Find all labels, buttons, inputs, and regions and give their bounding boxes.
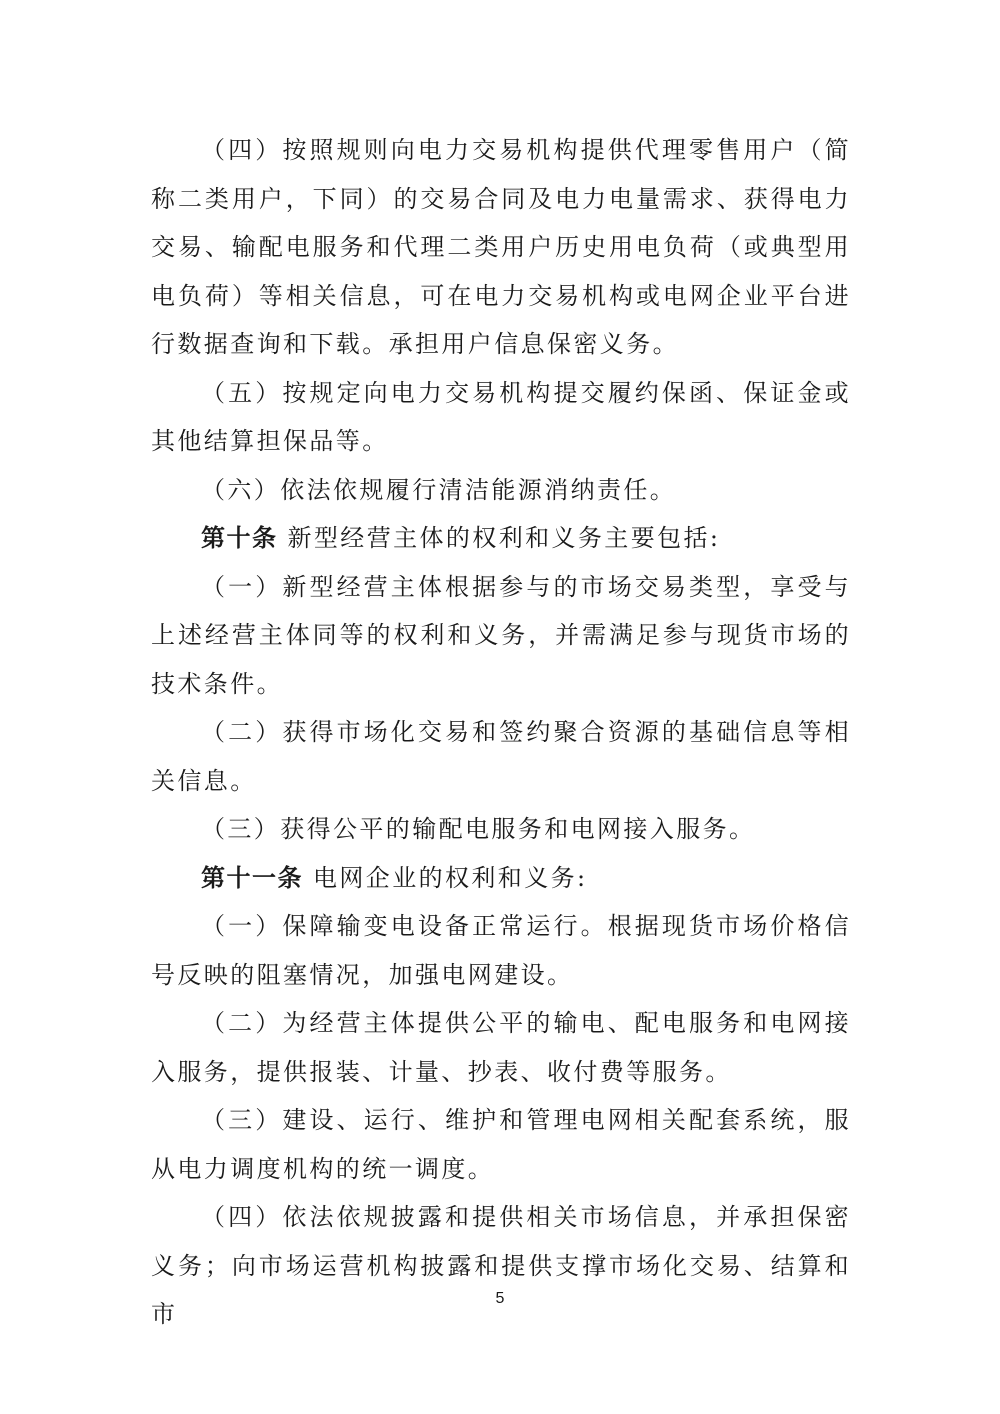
paragraph-text: （四）依法依规披露和提供相关市场信息，并承担保密义务；向市场运营机构披露和提供支撑市场化交易、结算和市: [151, 1203, 851, 1328]
paragraph: [151, 902, 851, 999]
paragraph: [151, 126, 851, 369]
paragraph-text: （五）按规定向电力交易机构提交履约保函、保证金或其他结算担保品等。: [151, 378, 851, 455]
paragraph: [151, 708, 851, 805]
paragraph-text: （三）建设、运行、维护和管理电网相关配套系统，服从电力调度机构的统一调度。: [151, 1106, 851, 1183]
paragraph-text: （一）新型经营主体根据参与的市场交易类型，享受与上述经营主体同等的权利和义务，并需满足参与现货市场的技术条件。: [151, 572, 851, 698]
paragraph-text: 电网企业的权利和义务:: [313, 863, 588, 892]
article-paragraph: [151, 514, 851, 563]
article-heading: 第十一条: [201, 863, 303, 892]
article-paragraph: [151, 854, 851, 903]
paragraph-text: （一）保障输变电设备正常运行。根据现货市场价格信号反映的阻塞情况，加强电网建设。: [151, 912, 851, 989]
paragraph-text: （四）按照规则向电力交易机构提供代理零售用户（简称二类用户，下同）的交易合同及电力电量需求、获得电力交易、输配电服务和代理二类用户历史用电负荷（或典型用电负荷）等相关信息，可在电力交易机构或电网企业平台进行数据查询和下载。承担用户信息保密义务。: [151, 136, 851, 358]
paragraph: [151, 466, 851, 515]
paragraph-text: （六）依法依规履行清洁能源消纳责任。: [201, 475, 677, 504]
paragraph: [151, 369, 851, 466]
article-heading: 第十条: [201, 524, 278, 552]
paragraph-text: （二）获得市场化交易和签约聚合资源的基础信息等相关信息。: [151, 718, 851, 795]
page-number: 5: [495, 1290, 505, 1307]
document-body: [151, 126, 851, 1339]
paragraph-text: （三）获得公平的输配电服务和电网接入服务。: [201, 815, 756, 843]
paragraph-text: 新型经营主体的权利和义务主要包括:: [287, 524, 721, 552]
paragraph: [151, 1096, 851, 1193]
paragraph: [151, 563, 851, 709]
paragraph: [151, 805, 851, 854]
paragraph: [151, 999, 851, 1096]
paragraph-text: （二）为经营主体提供公平的输电、配电服务和电网接入服务，提供报装、计量、抄表、收付费等服务。: [151, 1009, 851, 1086]
paragraph: [151, 1193, 851, 1339]
